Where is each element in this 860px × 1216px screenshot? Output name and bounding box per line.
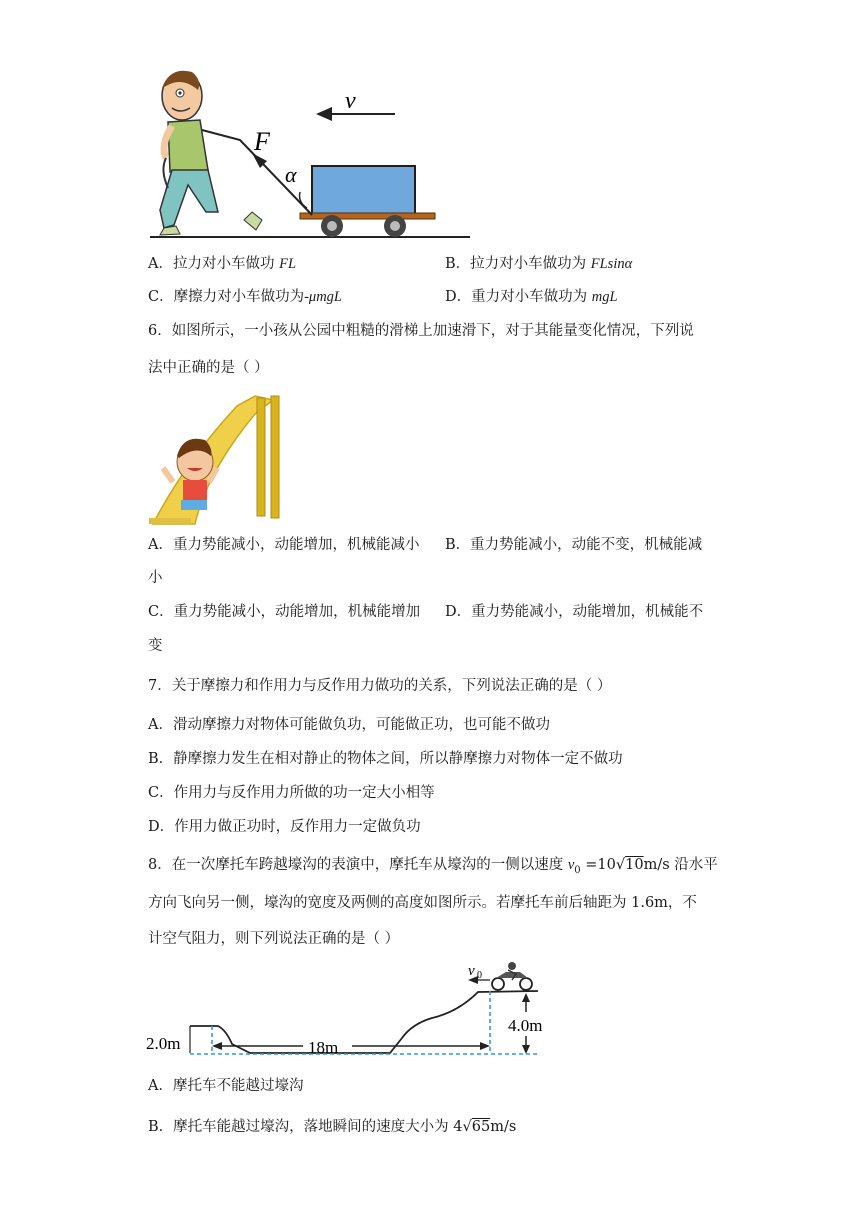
right-height-label: 4.0m (508, 1016, 543, 1035)
q6-option-c: C．重力势能减小，动能增加，机械能增加 (148, 604, 421, 620)
q7-option-a: A．滑动摩擦力对物体可能做负功，可能做正功，也可能不做功 (148, 717, 550, 733)
q6-option-d-line1: D．重力势能减小，动能增加，机械能不 (445, 604, 704, 620)
q5-option-a: A．拉力对小车做功 FL (148, 256, 297, 272)
q6-option-a-line2: 小 (148, 570, 163, 586)
q8-option-b: B．摩托车能越过壕沟，落地瞬间的速度大小为 4√65m/s (148, 1119, 517, 1135)
q6-stem-line1: 6．如图所示，一小孩从公园中粗糙的滑梯上加速滑下，对于其能量变化情况，下列说 (148, 323, 694, 339)
q7-stem: 7．关于摩擦力和作用力与反作用力做功的关系，下列说法正确的是（ ） (148, 678, 612, 694)
left-height-label: 2.0m (146, 1034, 181, 1053)
q5-option-b: B．拉力对小车做功为 FLsinα (445, 256, 633, 272)
q5-option-c: C．摩擦力对小车做功为-μmgL (148, 289, 342, 305)
v0-label: v (468, 963, 475, 979)
boy-pulling-cart-figure (140, 60, 480, 245)
ditch-diagram (140, 960, 560, 1060)
angle-label: α (285, 162, 297, 187)
ditch-width-label: 18m (308, 1038, 339, 1057)
q6-option-d-line2: 变 (148, 638, 163, 654)
motorcycle-icon (492, 962, 532, 990)
q6-stem-line2: 法中正确的是（ ） (148, 360, 269, 376)
q8-stem-line3: 计空气阻力，则下列说法正确的是（ ） (148, 931, 400, 947)
q8-stem-line2: 方向飞向另一侧，壕沟的宽度及两侧的高度如图所示。若摩托车前后轴距为 1.6m，不 (148, 895, 697, 911)
q6-option-a-line1: A．重力势能减小，动能增加，机械能减小 (148, 537, 420, 553)
child-on-slide-figure (145, 392, 285, 527)
q6-option-b-line1: B．重力势能减小，动能不变，机械能减 (445, 537, 703, 553)
q8-stem-line1: 8．在一次摩托车跨越壕沟的表演中，摩托车从壕沟的一侧以速度 $v_0 =10√10m/s$ 沿水平 (148, 857, 718, 876)
q8-option-a: A．摩托车不能越过壕沟 (148, 1078, 304, 1094)
q7-option-d: D．作用力做正功时，反作用力一定做负功 (148, 819, 421, 835)
q5-option-d: D．重力对小车做功为 mgL (445, 289, 618, 305)
v0-subscript: 0 (477, 970, 482, 981)
q7-option-c: C．作用力与反作用力所做的功一定大小相等 (148, 785, 435, 801)
force-label: F (254, 127, 270, 156)
q7-option-b: B．静摩擦力发生在相对静止的物体之间，所以静摩擦力对物体一定不做功 (148, 751, 623, 767)
velocity-label: v (345, 88, 356, 114)
